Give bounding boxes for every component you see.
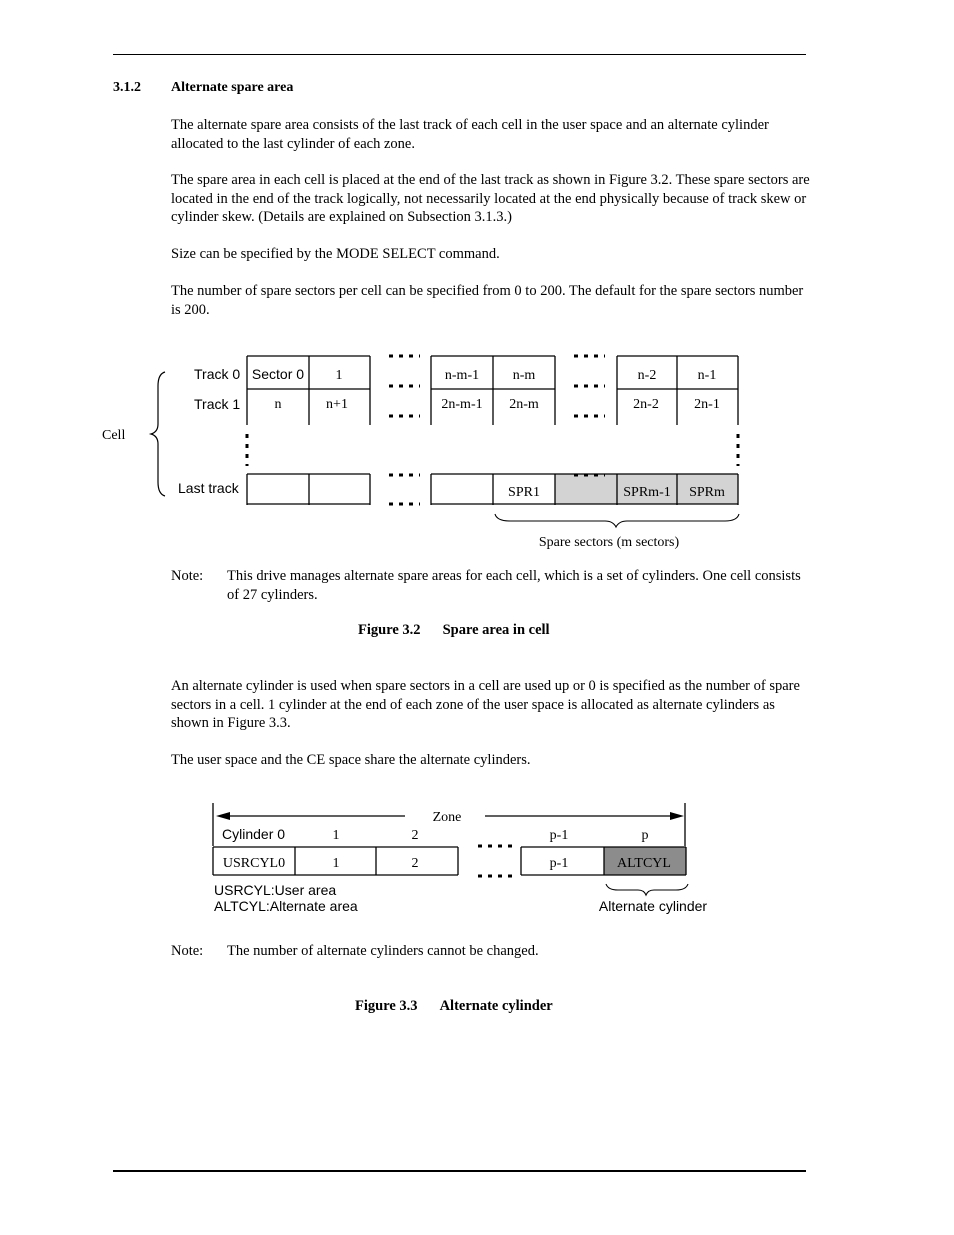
paragraph-3: Size can be specified by the MODE SELECT command. [171, 246, 500, 262]
cylinder-cell: p-1 [549, 856, 569, 871]
footer-rule [113, 1170, 806, 1172]
figure-3-2-caption [358, 622, 550, 639]
figure-3-3-diagram [0, 795, 954, 920]
track0-cell: 1 [335, 368, 343, 383]
note-label: Note: [171, 943, 204, 959]
paragraph-5: An alternate cylinder is used when spare sectors in a cell are used up or 0 is specified as the number of spare sectors in a cell. 1 cylinder at the end of each zone of the user space is allocated as alternate cylinders as shown in Figure 3.3. [171, 678, 800, 731]
paragraph-4: The number of spare sectors per cell can be specified from 0 to 200. The default for the spare sectors number is 200. [171, 283, 804, 318]
label-last-track: Last track [178, 480, 239, 496]
cylinder-header: p [641, 828, 649, 843]
track0-cell: n-2 [637, 368, 657, 383]
note-label: Note: [171, 568, 204, 584]
section-heading [113, 80, 293, 96]
spare-brace [495, 514, 739, 527]
paragraph-6: The user space and the CE space share the alternate cylinders. [171, 752, 531, 768]
section-title: Alternate spare area [171, 80, 294, 95]
zone-arrow-left-icon [216, 812, 230, 820]
note-text: The number of alternate cylinders cannot be changed. [227, 943, 539, 959]
track1-cell: n+1 [326, 397, 348, 412]
cylinder-cell: ALTCYL [617, 856, 671, 871]
section-number: 3.1.2 [113, 80, 141, 95]
caption-number: Figure 3.3 [355, 998, 418, 1014]
last-track-cell: SPRm-1 [623, 485, 671, 500]
track1-cell: n [274, 397, 282, 412]
cylinder-header: Cylinder 0 [222, 826, 286, 842]
cylinder-cell: USRCYL0 [222, 856, 286, 871]
legend-user-area: USRCYL:User area [214, 882, 337, 898]
track1-cell: 2n-1 [694, 397, 720, 412]
caption-title: Alternate cylinder [439, 998, 553, 1014]
figure-3-3-caption [355, 998, 553, 1015]
note-text: This drive manages alternate spare areas for each cell, which is a set of cylinders. One cell consists of 27 cylinders. [227, 568, 801, 603]
track0-cell: n-1 [697, 368, 717, 383]
track1-cell: 2n-m [509, 397, 539, 412]
last-track-cell: SPRm [689, 485, 725, 500]
label-track-0: Track 0 [194, 366, 241, 382]
track0-cell: Sector 0 [251, 366, 305, 382]
spare-shade [555, 474, 617, 504]
figure-3-2-note [171, 567, 811, 604]
cylinder-header: p-1 [549, 828, 569, 843]
caption-title: Spare area in cell [442, 622, 550, 638]
caption-number: Figure 3.2 [358, 622, 421, 638]
zone-label: Zone [432, 810, 462, 825]
paragraph-1: The alternate spare area consists of the last track of each cell in the user space and an alternate cylinder allocated to the last cylinder of each zone. [171, 117, 769, 152]
zone-arrow-right-icon [670, 812, 684, 820]
figure-3-2-diagram [0, 340, 954, 555]
cylinder-cell: 1 [332, 856, 340, 871]
cylinder-cell: 2 [411, 856, 419, 871]
track1-cell: 2n-2 [633, 397, 659, 412]
cylinder-header: 1 [332, 828, 340, 843]
track0-cell: n-m [512, 368, 536, 383]
figure-3-3-note [171, 942, 811, 961]
alternate-cylinder-label: Alternate cylinder [598, 898, 708, 914]
alternate-brace [606, 884, 688, 895]
legend-alternate-area: ALTCYL:Alternate area [214, 898, 358, 914]
last-track-cell: SPR1 [508, 485, 540, 500]
header-rule [113, 54, 806, 55]
track0-cell: n-m-1 [444, 368, 480, 383]
paragraph-2: The spare area in each cell is placed at the end of the last track as shown in Figure 3.2. These spare sectors are located in the end of the track logically, not necessarily located at the end physically because of track skew or cylinder skew. (Details are explained on Subsection 3.1.3.) [171, 172, 810, 225]
label-track-1: Track 1 [194, 396, 241, 412]
label-cell: Cell [102, 428, 126, 443]
spare-sectors-label: Spare sectors (m sectors) [538, 535, 680, 550]
track1-cell: 2n-m-1 [441, 397, 483, 412]
cylinder-header: 2 [411, 828, 419, 843]
cell-brace [151, 372, 165, 496]
